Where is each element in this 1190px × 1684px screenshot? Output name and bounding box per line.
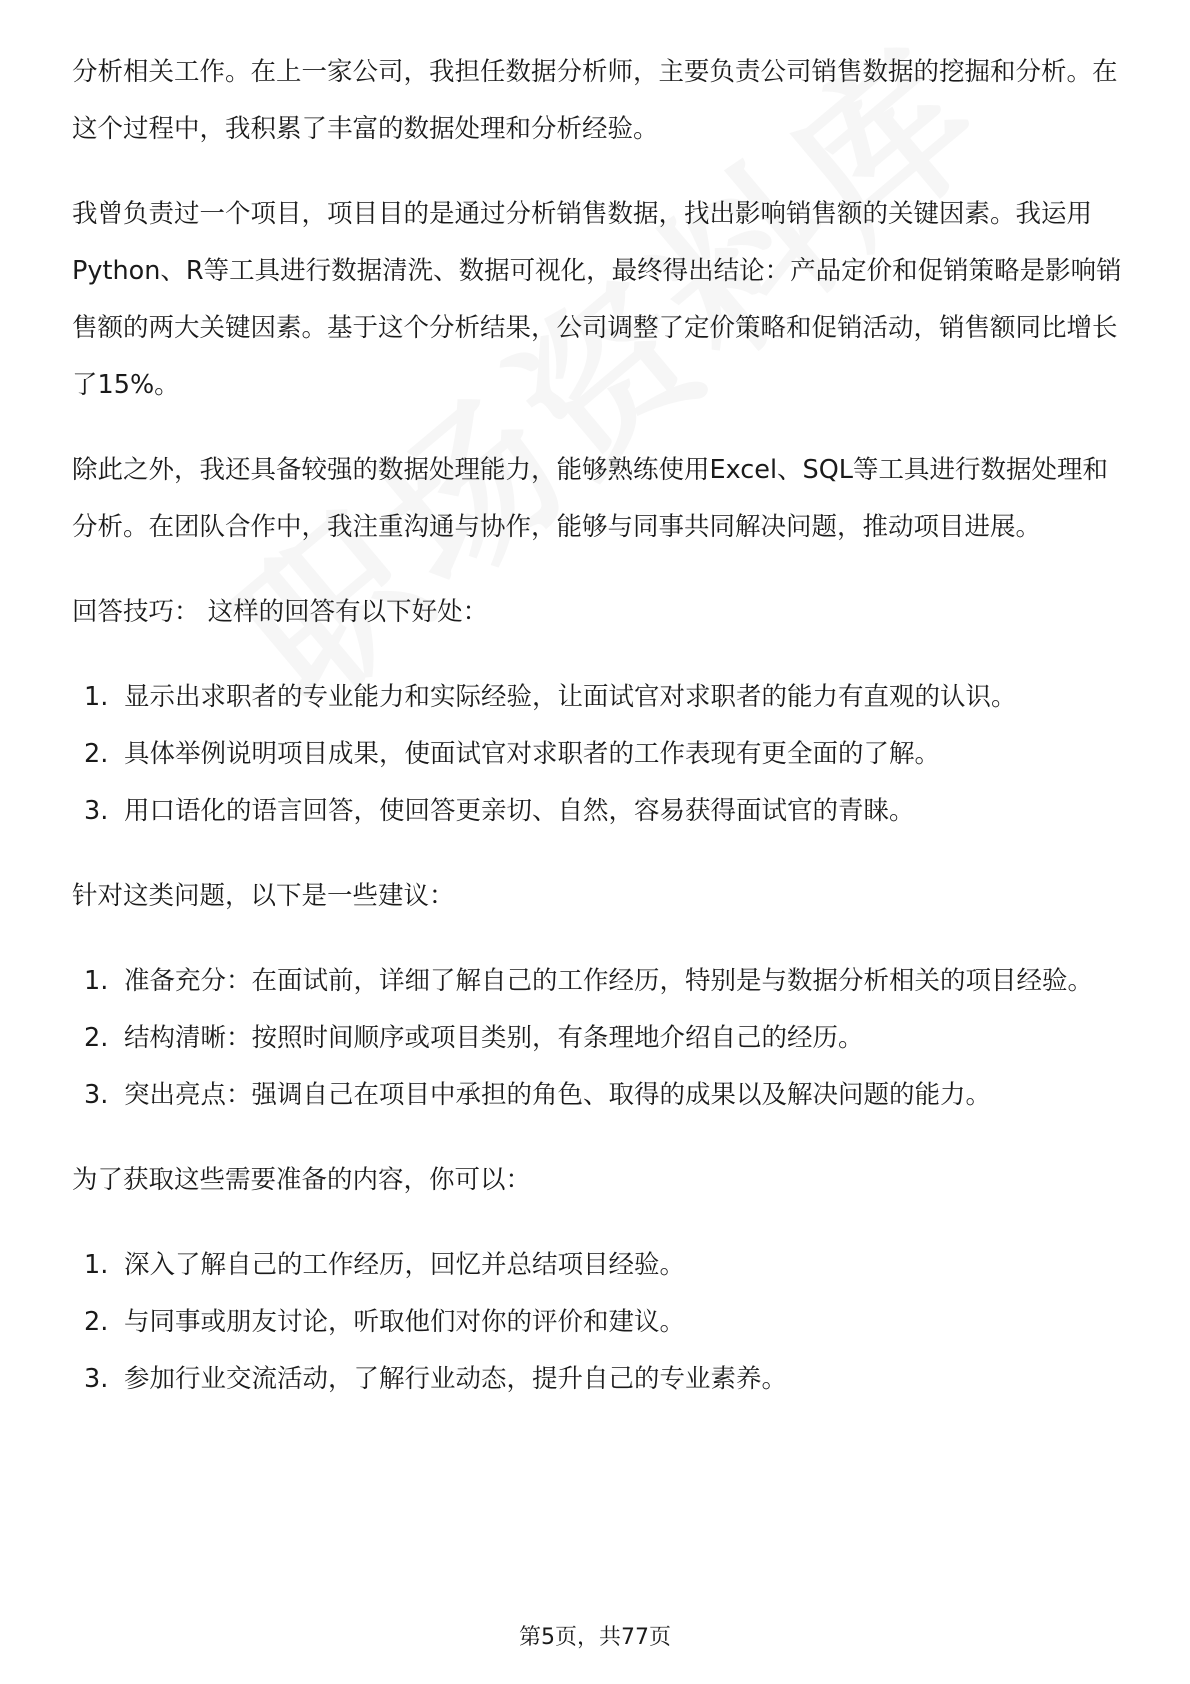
list-item (72, 1010, 1122, 1067)
list-number: 2. (84, 1307, 109, 1337)
prepare-list (72, 1237, 1122, 1408)
tips-heading: 回答技巧： 这样的回答有以下好处： (72, 597, 489, 627)
list-item (72, 726, 1122, 783)
page-indicator: 第5页，共77页 (519, 1625, 671, 1650)
list-number: 1. (84, 966, 109, 996)
paragraph-skills: 除此之外，我还具备较强的数据处理能力，能够熟练使用Excel、SQL等工具进行数据处理和分析。在团队合作中，我注重沟通与协作，能够与同事共同解决问题，推动项目进展。 (72, 455, 1109, 542)
list-item-text: 突出亮点：强调自己在项目中承担的角色、取得的成果以及解决问题的能力。 (124, 1080, 992, 1110)
list-number: 2. (84, 739, 109, 769)
list-item-text: 结构清晰：按照时间顺序或项目类别，有条理地介绍自己的经历。 (124, 1023, 864, 1053)
list-item-text: 显示出求职者的专业能力和实际经验，让面试官对求职者的能力有直观的认识。 (124, 682, 1017, 712)
list-item-text: 用口语化的语言回答，使回答更亲切、自然，容易获得面试官的青睐。 (124, 796, 915, 826)
list-number: 2. (84, 1023, 109, 1053)
list-item (72, 953, 1122, 1010)
paragraph-project: 我曾负责过一个项目，项目目的是通过分析销售数据，找出影响销售额的关键因素。我运用Python、R等工具进行数据清洗、数据可视化，最终得出结论：产品定价和促销策略是影响销售额的两大关键因素。基于这个分析结果，公司调整了定价策略和促销活动，销售额同比增长了15%。 (72, 199, 1122, 400)
list-item-text: 具体举例说明项目成果，使面试官对求职者的工作表现有更全面的了解。 (124, 739, 941, 769)
list-number: 1. (84, 1250, 109, 1280)
list-item (72, 1351, 1122, 1408)
prepare-heading: 为了获取这些需要准备的内容，你可以： (72, 1165, 532, 1195)
list-item (72, 669, 1122, 726)
list-item-text: 与同事或朋友讨论，听取他们对你的评价和建议。 (124, 1307, 686, 1337)
list-item (72, 1237, 1122, 1294)
paragraph-work-intro: 分析相关工作。在上一家公司，我担任数据分析师，主要负责公司销售数据的挖掘和分析。在这个过程中，我积累了丰富的数据处理和分析经验。 (72, 57, 1118, 144)
list-item (72, 783, 1122, 840)
list-number: 3. (84, 1364, 109, 1394)
document-body (72, 44, 1122, 1436)
list-number: 3. (84, 1080, 109, 1110)
list-item (72, 1067, 1122, 1124)
advice-heading: 针对这类问题，以下是一些建议： (72, 881, 455, 911)
advice-list (72, 953, 1122, 1124)
list-item-text: 参加行业交流活动，了解行业动态，提升自己的专业素养。 (124, 1364, 788, 1394)
list-item-text: 准备充分：在面试前，详细了解自己的工作经历，特别是与数据分析相关的项目经验。 (124, 966, 1094, 996)
list-item (72, 1294, 1122, 1351)
list-number: 3. (84, 796, 109, 826)
list-number: 1. (84, 682, 109, 712)
tips-list (72, 669, 1122, 840)
list-item-text: 深入了解自己的工作经历，回忆并总结项目经验。 (124, 1250, 686, 1280)
